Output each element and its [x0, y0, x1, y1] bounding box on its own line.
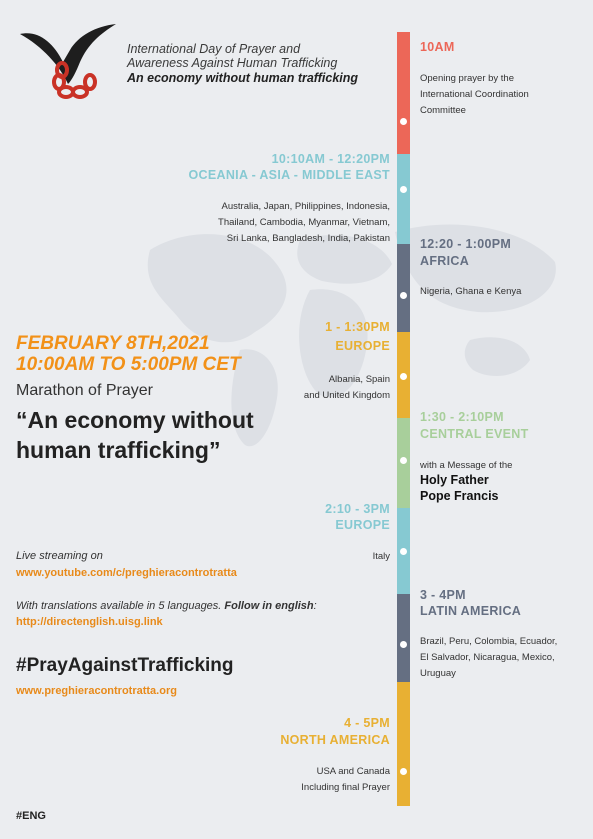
entry-4-desc-line: and United Kingdom — [303, 390, 390, 401]
entry-5-desc-line: with a Message of the — [420, 460, 513, 471]
event-date — [16, 333, 241, 375]
entry-8-region: NORTH AMERICA — [280, 733, 390, 747]
entry-3-desc — [420, 284, 521, 300]
entry-7-desc-line: Uruguay — [420, 668, 456, 679]
timeline-dot-6 — [400, 548, 407, 555]
translations-colon: : — [313, 600, 317, 612]
entry-3-region: AFRICA — [420, 254, 470, 268]
entry-2-desc-line: Australia, Japan, Philippines, Indonesia, — [221, 201, 390, 212]
entry-2-region: OCEANIA - ASIA - MIDDLE EAST — [188, 168, 390, 182]
timeline-segment-3 — [397, 244, 410, 332]
live-streaming-label: Live streaming on — [16, 550, 103, 562]
timeline-segment-8 — [397, 682, 410, 806]
theme-quote-line2: human trafficking” — [16, 437, 221, 463]
entry-7-time: 3 - 4PM — [420, 588, 466, 602]
logo-icon — [18, 22, 118, 102]
timeline-dot-2 — [400, 186, 407, 193]
entry-4-desc — [304, 372, 390, 404]
entry-7-desc-line: Brazil, Peru, Colombia, Ecuador, — [420, 636, 558, 647]
entry-6-region: EUROPE — [335, 518, 390, 532]
entry-6-desc — [373, 549, 390, 565]
entry-7-region: LATIN AMERICA — [420, 604, 522, 618]
event-date-time: 10:00AM TO 5:00PM CET — [16, 354, 241, 375]
translations-label — [16, 600, 317, 612]
timeline-segment-7 — [397, 594, 410, 682]
entry-8-desc-line: Including final Prayer — [301, 782, 390, 793]
entry-8-time: 4 - 5PM — [344, 716, 390, 730]
entry-4-time: 1 - 1:30PM — [325, 320, 390, 334]
entry-5-highlight-line2: Pope Francis — [420, 489, 499, 503]
timeline-dot-7 — [400, 641, 407, 648]
entry-5-highlight-line1: Holy Father — [420, 473, 489, 487]
entry-4-desc-line: Albania, Spain — [328, 374, 390, 385]
timeline-segment-2 — [397, 154, 410, 244]
website-link[interactable]: www.preghieracontrotratta.org — [16, 685, 177, 697]
entry-6-desc-line: Italy — [372, 551, 390, 562]
theme-quote-line1: “An economy without — [16, 407, 254, 433]
youtube-link[interactable]: www.youtube.com/c/preghieracontrotratta — [16, 567, 237, 579]
timeline-dot-8 — [400, 768, 407, 775]
timeline-dot-4 — [400, 373, 407, 380]
entry-8-desc — [301, 764, 390, 796]
entry-2-desc-line: Sri Lanka, Bangladesh, India, Pakistan — [226, 233, 390, 244]
entry-5-region: CENTRAL EVENT — [420, 427, 529, 441]
entry-3-desc-line: Nigeria, Ghana e Kenya — [420, 286, 522, 297]
entry-1-desc-line: Opening prayer by the — [420, 73, 515, 84]
marathon-title: Marathon of Prayer — [16, 382, 153, 399]
timeline-dot-3 — [400, 292, 407, 299]
entry-2-desc — [218, 199, 390, 247]
entry-3-time: 12:20 - 1:00PM — [420, 237, 512, 251]
entry-1-desc-line: Committee — [420, 105, 466, 116]
timeline-segment-1 — [397, 32, 410, 154]
theme-quote — [16, 405, 254, 465]
header-title-line2: Awareness Against Human Trafficking — [127, 56, 338, 70]
timeline-dot-5 — [400, 457, 407, 464]
translations-text: With translations available in 5 languages. — [16, 600, 225, 612]
entry-1-desc — [420, 71, 529, 119]
timeline-dot-1 — [400, 118, 407, 125]
entry-8-desc-line: USA and Canada — [316, 766, 390, 777]
entry-4-region: EUROPE — [335, 339, 390, 353]
entry-6-time: 2:10 - 3PM — [325, 502, 390, 516]
hashtag: #PrayAgainstTrafficking — [16, 655, 234, 676]
entry-5-desc — [420, 458, 512, 474]
follow-english-text: Follow in english — [224, 600, 314, 612]
header-title-line1: International Day of Prayer and — [127, 42, 301, 56]
entry-2-time: 10:10AM - 12:20PM — [271, 152, 390, 166]
header-title — [127, 42, 337, 70]
entry-1-desc-line: International Coordination — [420, 89, 529, 100]
entry-5-time: 1:30 - 2:10PM — [420, 410, 504, 424]
language-tag: #ENG — [16, 810, 46, 822]
entry-7-desc — [420, 634, 557, 682]
entry-2-desc-line: Thailand, Cambodia, Myanmar, Vietnam, — [218, 217, 390, 228]
entry-1-time: 10AM — [420, 40, 455, 54]
direct-english-link[interactable]: http://directenglish.uisg.link — [16, 616, 163, 628]
header-subtitle: An economy without human trafficking — [127, 71, 359, 85]
entry-7-desc-line: El Salvador, Nicaragua, Mexico, — [420, 652, 555, 663]
event-date-day: FEBRUARY 8TH,2021 — [16, 333, 210, 354]
